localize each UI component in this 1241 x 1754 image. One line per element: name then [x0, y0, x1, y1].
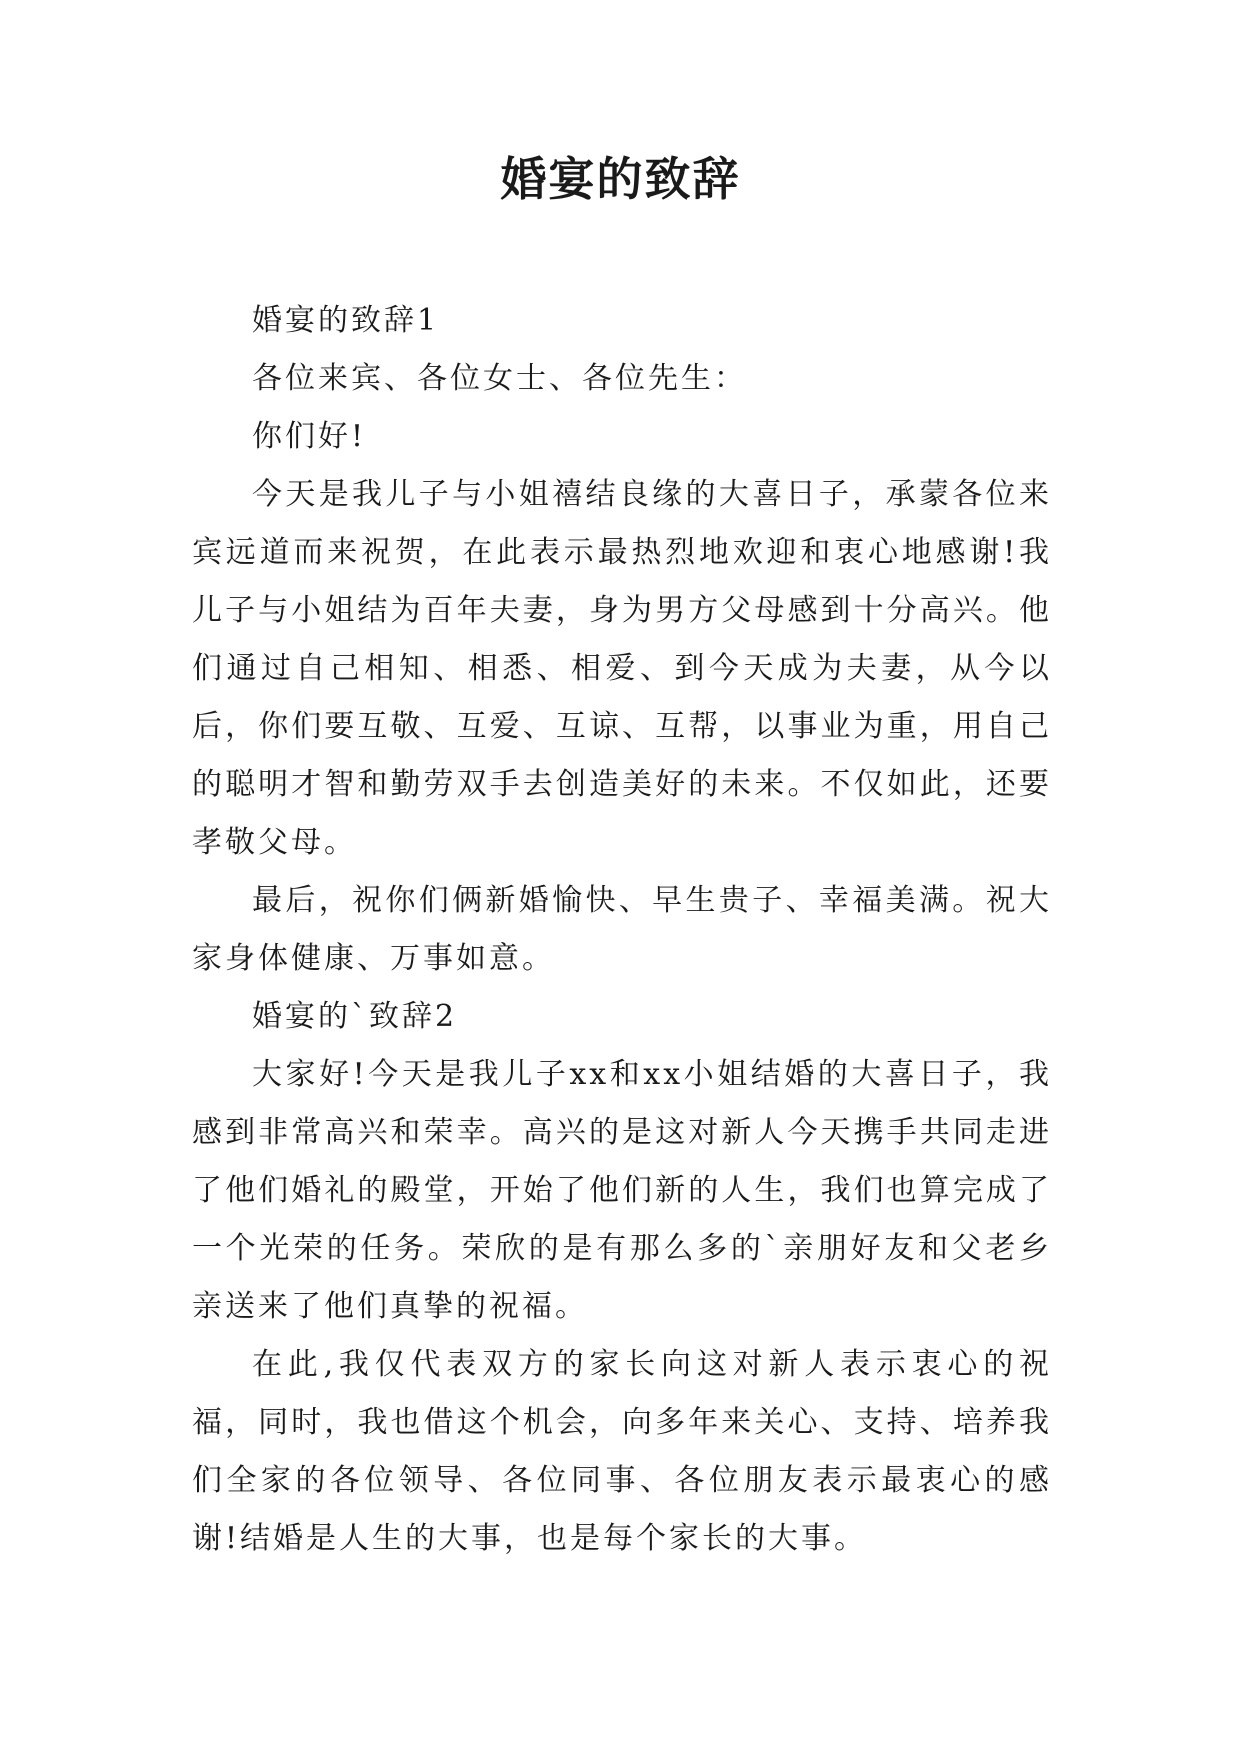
- paragraph: 大家好!今天是我儿子xx和xx小姐结婚的大喜日子，我感到非常高兴和荣幸。高兴的是这对新人今天携手共同走进了他们婚礼的殿堂，开始了他们新的人生，我们也算完成了一个光荣的任务。荣欣的是有那么多的`亲朋好友和父老乡亲送来了他们真挚的祝福。: [192, 1057, 1052, 1324]
- section-heading: 婚宴的`致辞2: [252, 999, 458, 1034]
- greeting: 你们好!: [252, 419, 367, 454]
- section-heading: 婚宴的致辞1: [252, 303, 440, 338]
- salutation: 各位来宾、各位女士、各位先生：: [252, 361, 747, 396]
- paragraph: 最后，祝你们俩新婚愉快、早生贵子、幸福美满。祝大家身体健康、万事如意。: [192, 883, 1052, 976]
- paragraph: 在此,我仅代表双方的家长向这对新人表示衷心的祝福，同时，我也借这个机会，向多年来关心、支持、培养我们全家的各位领导、各位同事、各位朋友表示最衷心的感谢!结婚是人生的大事，也是每个家长的大事。: [192, 1347, 1052, 1556]
- document-body: [192, 292, 1052, 1568]
- document-title: 婚宴的致辞: [500, 152, 741, 206]
- paragraph: 今天是我儿子与小姐禧结良缘的大喜日子，承蒙各位来宾远道而来祝贺，在此表示最热烈地欢迎和衷心地感谢!我儿子与小姐结为百年夫妻，身为男方父母感到十分高兴。他们通过自己相知、相悉、相爱、到今天成为夫妻，从今以后，你们要互敬、互爱、互谅、互帮，以事业为重，用自己的聪明才智和勤劳双手去创造美好的未来。不仅如此，还要孝敬父母。: [192, 477, 1052, 860]
